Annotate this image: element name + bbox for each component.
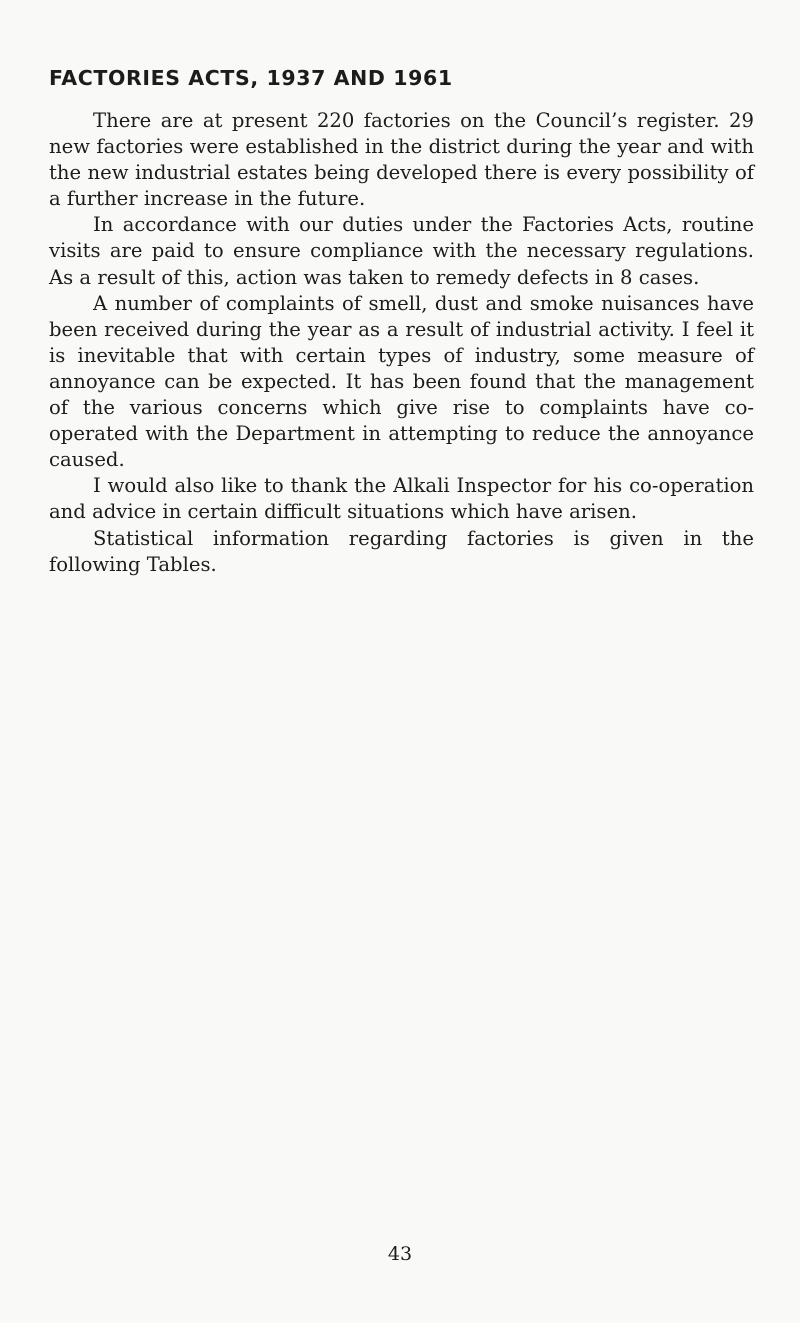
paragraph-routine-visits: In accordance with our duties under the Factories Acts, routine visits are paid to ensure compliance with the necessary regulations. As a result of this, action was taken to remedy defects in 8 cases. [49, 213, 754, 289]
paragraph-factories-register: There are at present 220 factories on the Council’s register. 29 new factories were established in the district during the year and with the new industrial estates being developed there is every possibility of a further increase in the future. [49, 109, 754, 211]
paragraph-statistical-information: Statistical information regarding factories is given in the following Tables. [49, 526, 754, 576]
paragraph-alkali-inspector: I would also like to thank the Alkali Inspector for his co-operation and advice in certain difficult situations which have arisen. [49, 474, 754, 524]
page-number: 43 [387, 1243, 413, 1265]
body-text [49, 108, 754, 578]
section-heading: FACTORIES ACTS, 1937 AND 1961 [49, 66, 453, 90]
paragraph-complaints: A number of complaints of smell, dust and smoke nuisances have been received during the year as a result of industrial activity. I feel it is inevitable that with certain types of industry, some measure of annoyance can be expected. It has been found that the management of the various concerns which give rise to complaints have co-operated with the Department in attempting to reduce the annoyance caused. [49, 291, 754, 472]
